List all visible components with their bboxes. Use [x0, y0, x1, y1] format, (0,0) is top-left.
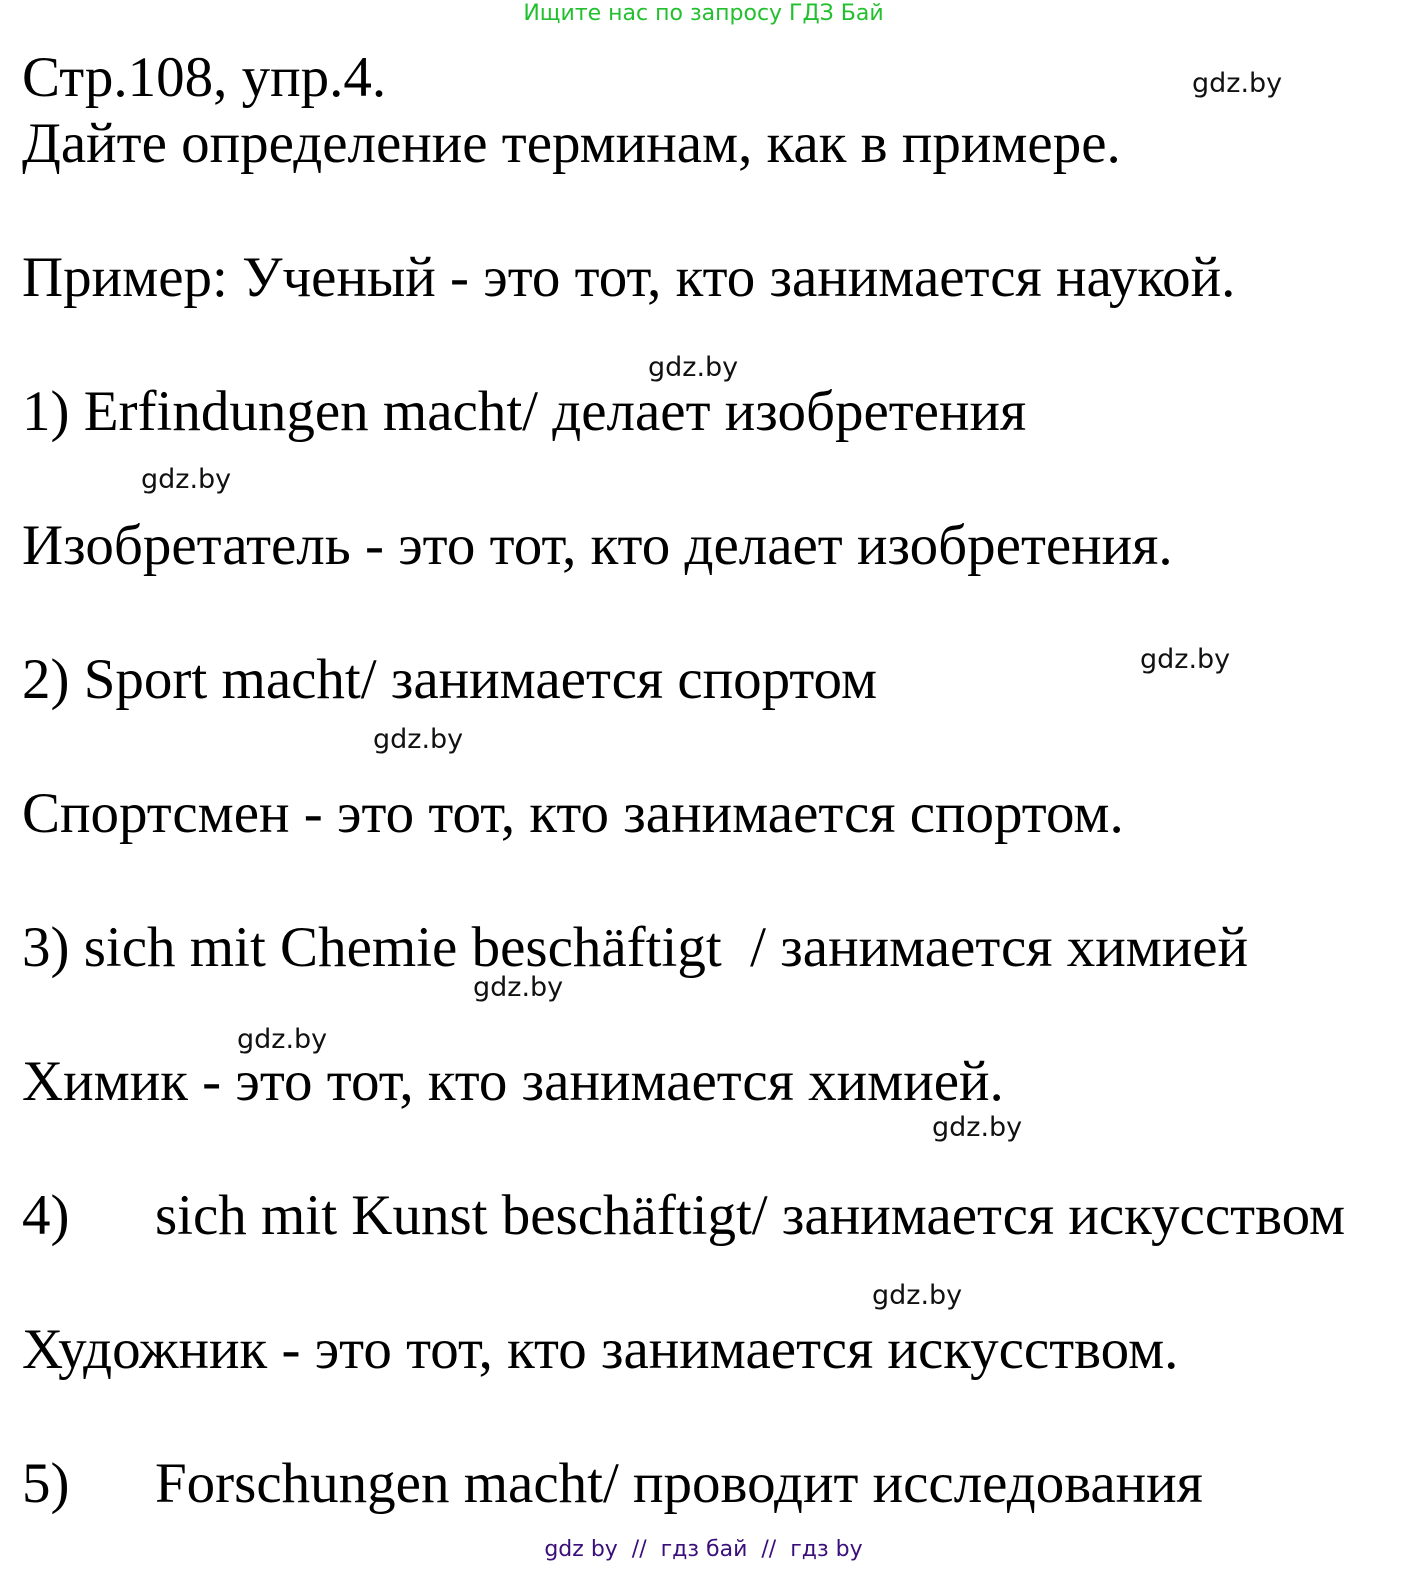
watermark: gdz.by: [237, 1024, 328, 1055]
task-instruction: Дайте определение терминам, как в примере.: [22, 112, 1121, 175]
item-1-prompt: 1) Erfindungen macht/ делает изобретения: [22, 380, 1027, 443]
item-3-answer: Химик - это тот, кто занимается химией.: [22, 1050, 1004, 1113]
item-2-answer: Спортсмен - это тот, кто занимается спортом.: [22, 782, 1124, 845]
watermark: gdz.by: [141, 464, 232, 495]
item-1-answer: Изобретатель - это тот, кто делает изобретения.: [22, 514, 1173, 577]
watermark: gdz.by: [1192, 68, 1283, 99]
watermark: gdz.by: [473, 972, 564, 1003]
watermark: gdz.by: [872, 1280, 963, 1311]
bottom-banner: gdz by // гдз бай // гдз by: [544, 1537, 863, 1562]
item-5-prompt: 5) Forschungen macht/ проводит исследования: [22, 1452, 1203, 1515]
page-reference: Стр.108, упр.4.: [22, 46, 387, 109]
watermark: gdz.by: [373, 724, 464, 755]
watermark: gdz.by: [932, 1112, 1023, 1143]
item-4-answer: Художник - это тот, кто занимается искусством.: [22, 1318, 1179, 1381]
item-4-prompt: 4) sich mit Kunst beschäftigt/ занимается искусством: [22, 1184, 1346, 1247]
item-3-prompt: 3) sich mit Chemie beschäftigt / занимается химией: [22, 916, 1249, 979]
top-banner: Ищите нас по запросу ГДЗ Бай: [523, 1, 884, 26]
item-2-prompt: 2) Sport macht/ занимается спортом: [22, 648, 878, 711]
example-line: Пример: Ученый - это тот, кто занимается наукой.: [22, 246, 1236, 309]
watermark: gdz.by: [648, 352, 739, 383]
watermark: gdz.by: [1140, 644, 1231, 675]
